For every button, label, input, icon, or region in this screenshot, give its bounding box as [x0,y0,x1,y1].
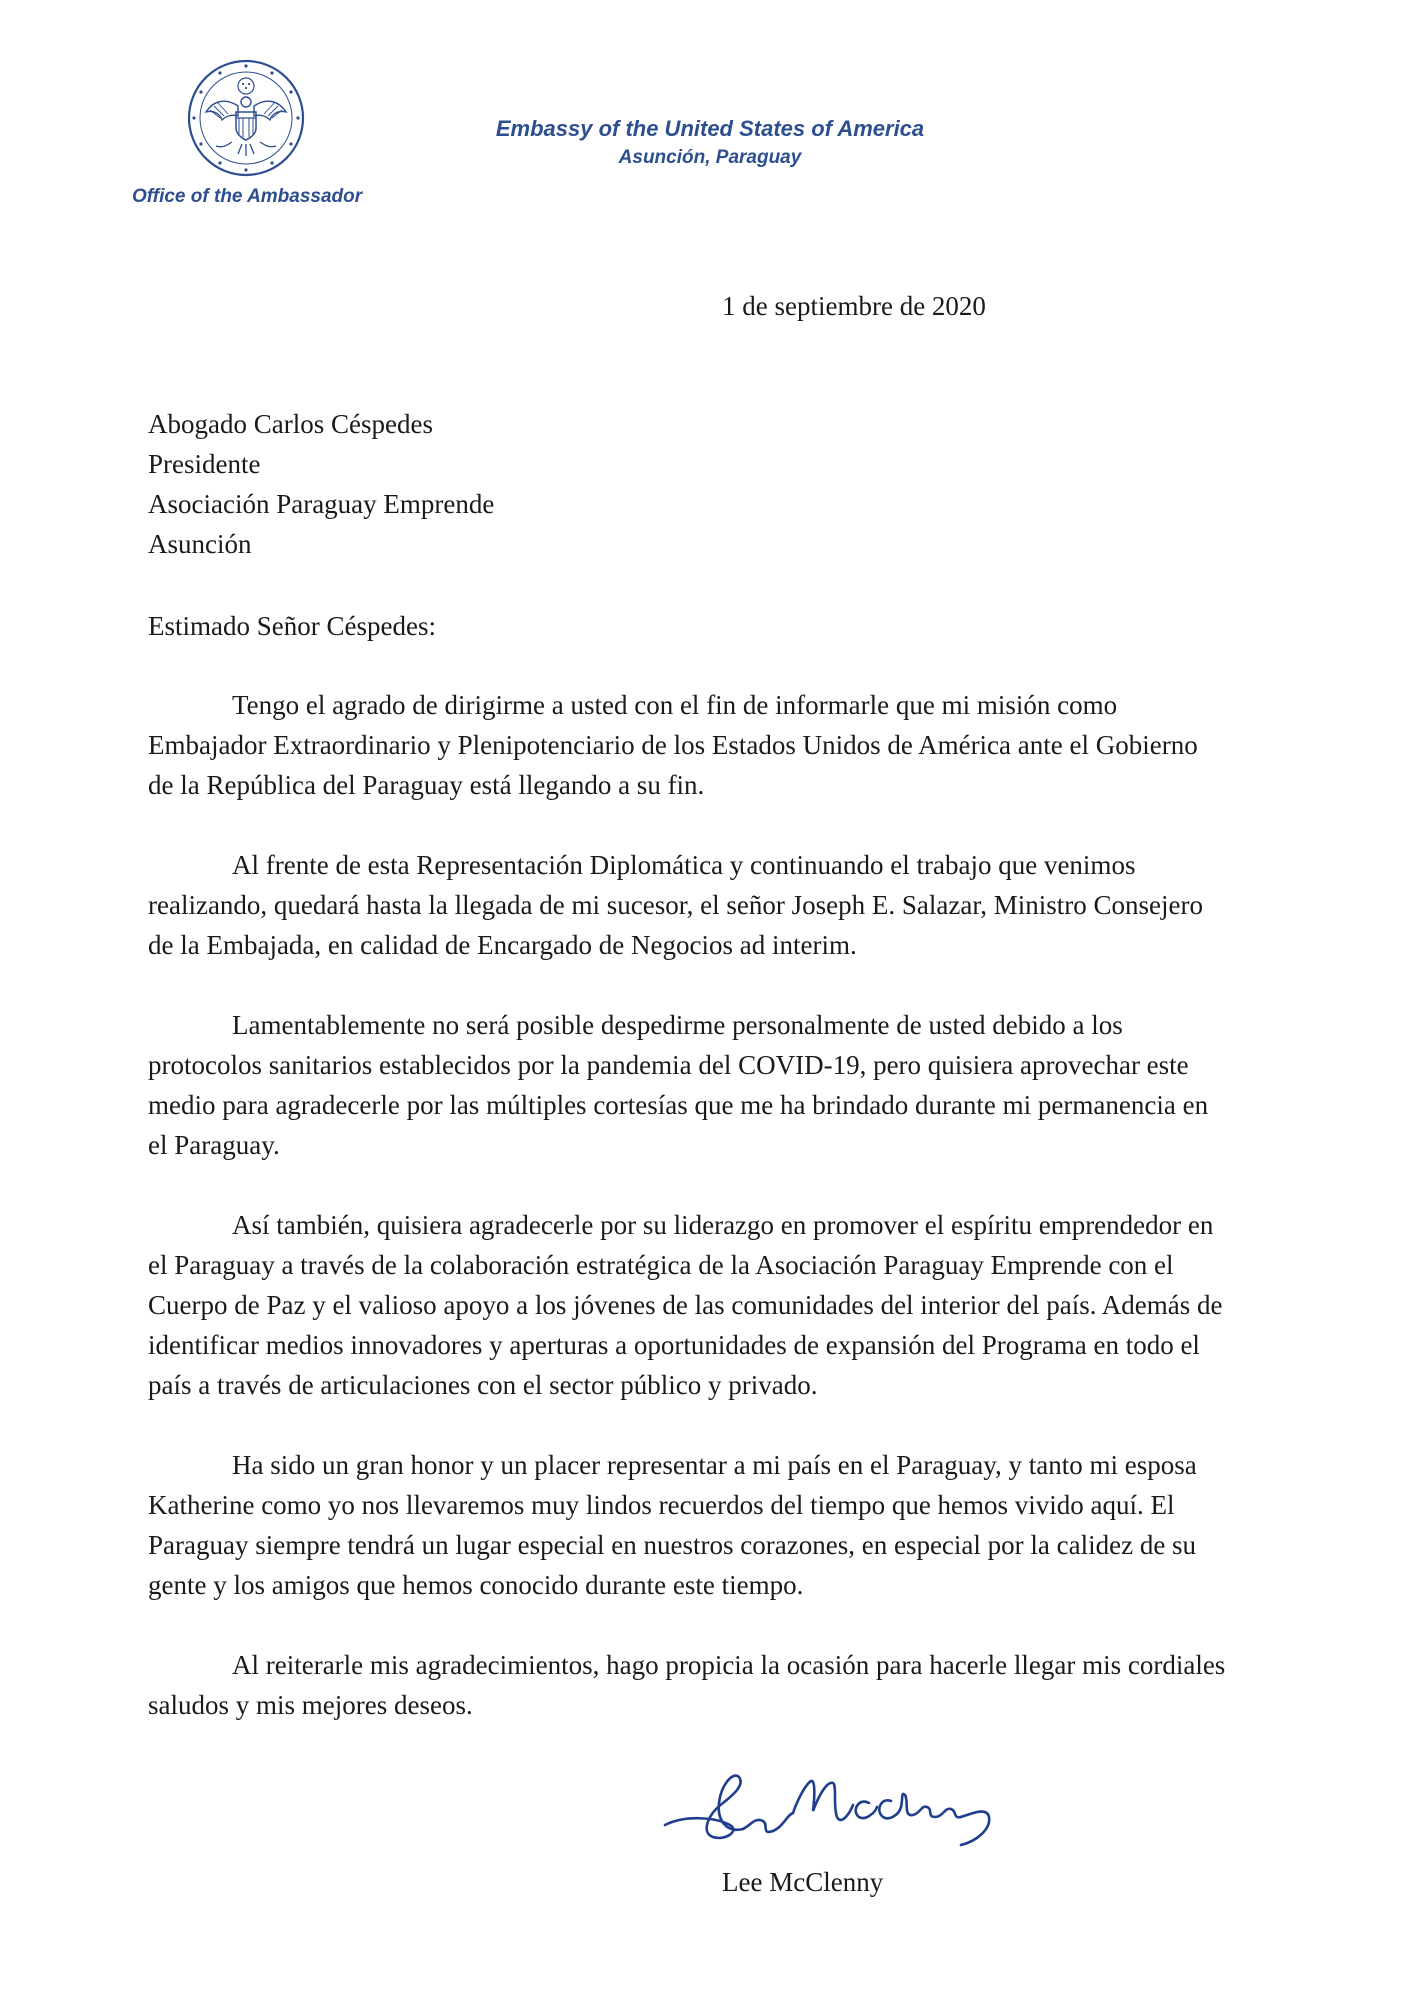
salutation: Estimado Señor Céspedes: [148,611,436,641]
body-paragraph: Lamentablemente no será posible despedirme personalmente de usted debido a los protocolos sanitarios establecidos por la pandemia del COVID-19, pero quisiera aprovechar este medio para agradecerle por las múltiples cortesías que me ha brindado durante mi permanencia en el Paraguay. [148,1010,1209,1160]
body-paragraph: Al reiterarle mis agradecimientos, hago propicia la ocasión para hacerle llegar mis cordiales saludos y mis mejores deseos. [148,1650,1226,1720]
body-paragraph: Tengo el agrado de dirigirme a usted con el fin de informarle que mi misión como Embajador Extraordinario y Plenipotenciario de los Estados Unidos de América ante el Gobierno de la República del Paraguay está llegando a su fin. [148,690,1198,800]
handwritten-signature-icon [655,1755,1005,1865]
recipient-name: Abogado Carlos Céspedes [148,409,433,439]
body-paragraph: Ha sido un gran honor y un placer representar a mi país en el Paraguay, y tanto mi esposa Katherine como yo nos llevaremos muy lindos recuerdos del tiempo que hemos vivido aquí. El Paraguay siempre tendrá un lugar especial en nuestros corazones, en especial por la calidez de su gente y los amigos que hemos conocido durante este tiempo. [148,1450,1197,1600]
body-paragraph: Así también, quisiera agradecerle por su liderazgo en promover el espíritu emprendedor en el Paraguay a través de la colaboración estratégica de la Asociación Paraguay Emprende con el Cuerpo de Paz y el valioso apoyo a los jóvenes de las comunidades del interior del país. Además de identificar medios innovadores y aperturas a oportunidades de expansión del Programa en todo el país a través de articulaciones con el sector público y privado. [148,1210,1223,1400]
recipient-organization: Asociación Paraguay Emprende [148,489,495,519]
letter-date: 1 de septiembre de 2020 [722,291,986,321]
embassy-city: Asunción, Paraguay [618,147,802,168]
embassy-header [470,114,950,172]
recipient-title: Presidente [148,449,261,479]
letter-body [148,685,1228,1765]
office-of-ambassador-label: Office of the Ambassador [132,186,363,207]
embassy-name: Embassy of the United States of America [495,116,925,141]
us-great-seal-icon [186,58,306,178]
body-paragraph: Al frente de esta Representación Diplomática y continuando el trabajo que venimos realizando, quedará hasta la llegada de mi sucesor, el señor Joseph E. Salazar, Ministro Consejero de la Embajada, en calidad de Encargado de Negocios ad interim. [148,850,1203,960]
recipient-city: Asunción [148,529,252,559]
signer-name: Lee McClenny [722,1867,884,1897]
recipient-address [148,404,494,564]
